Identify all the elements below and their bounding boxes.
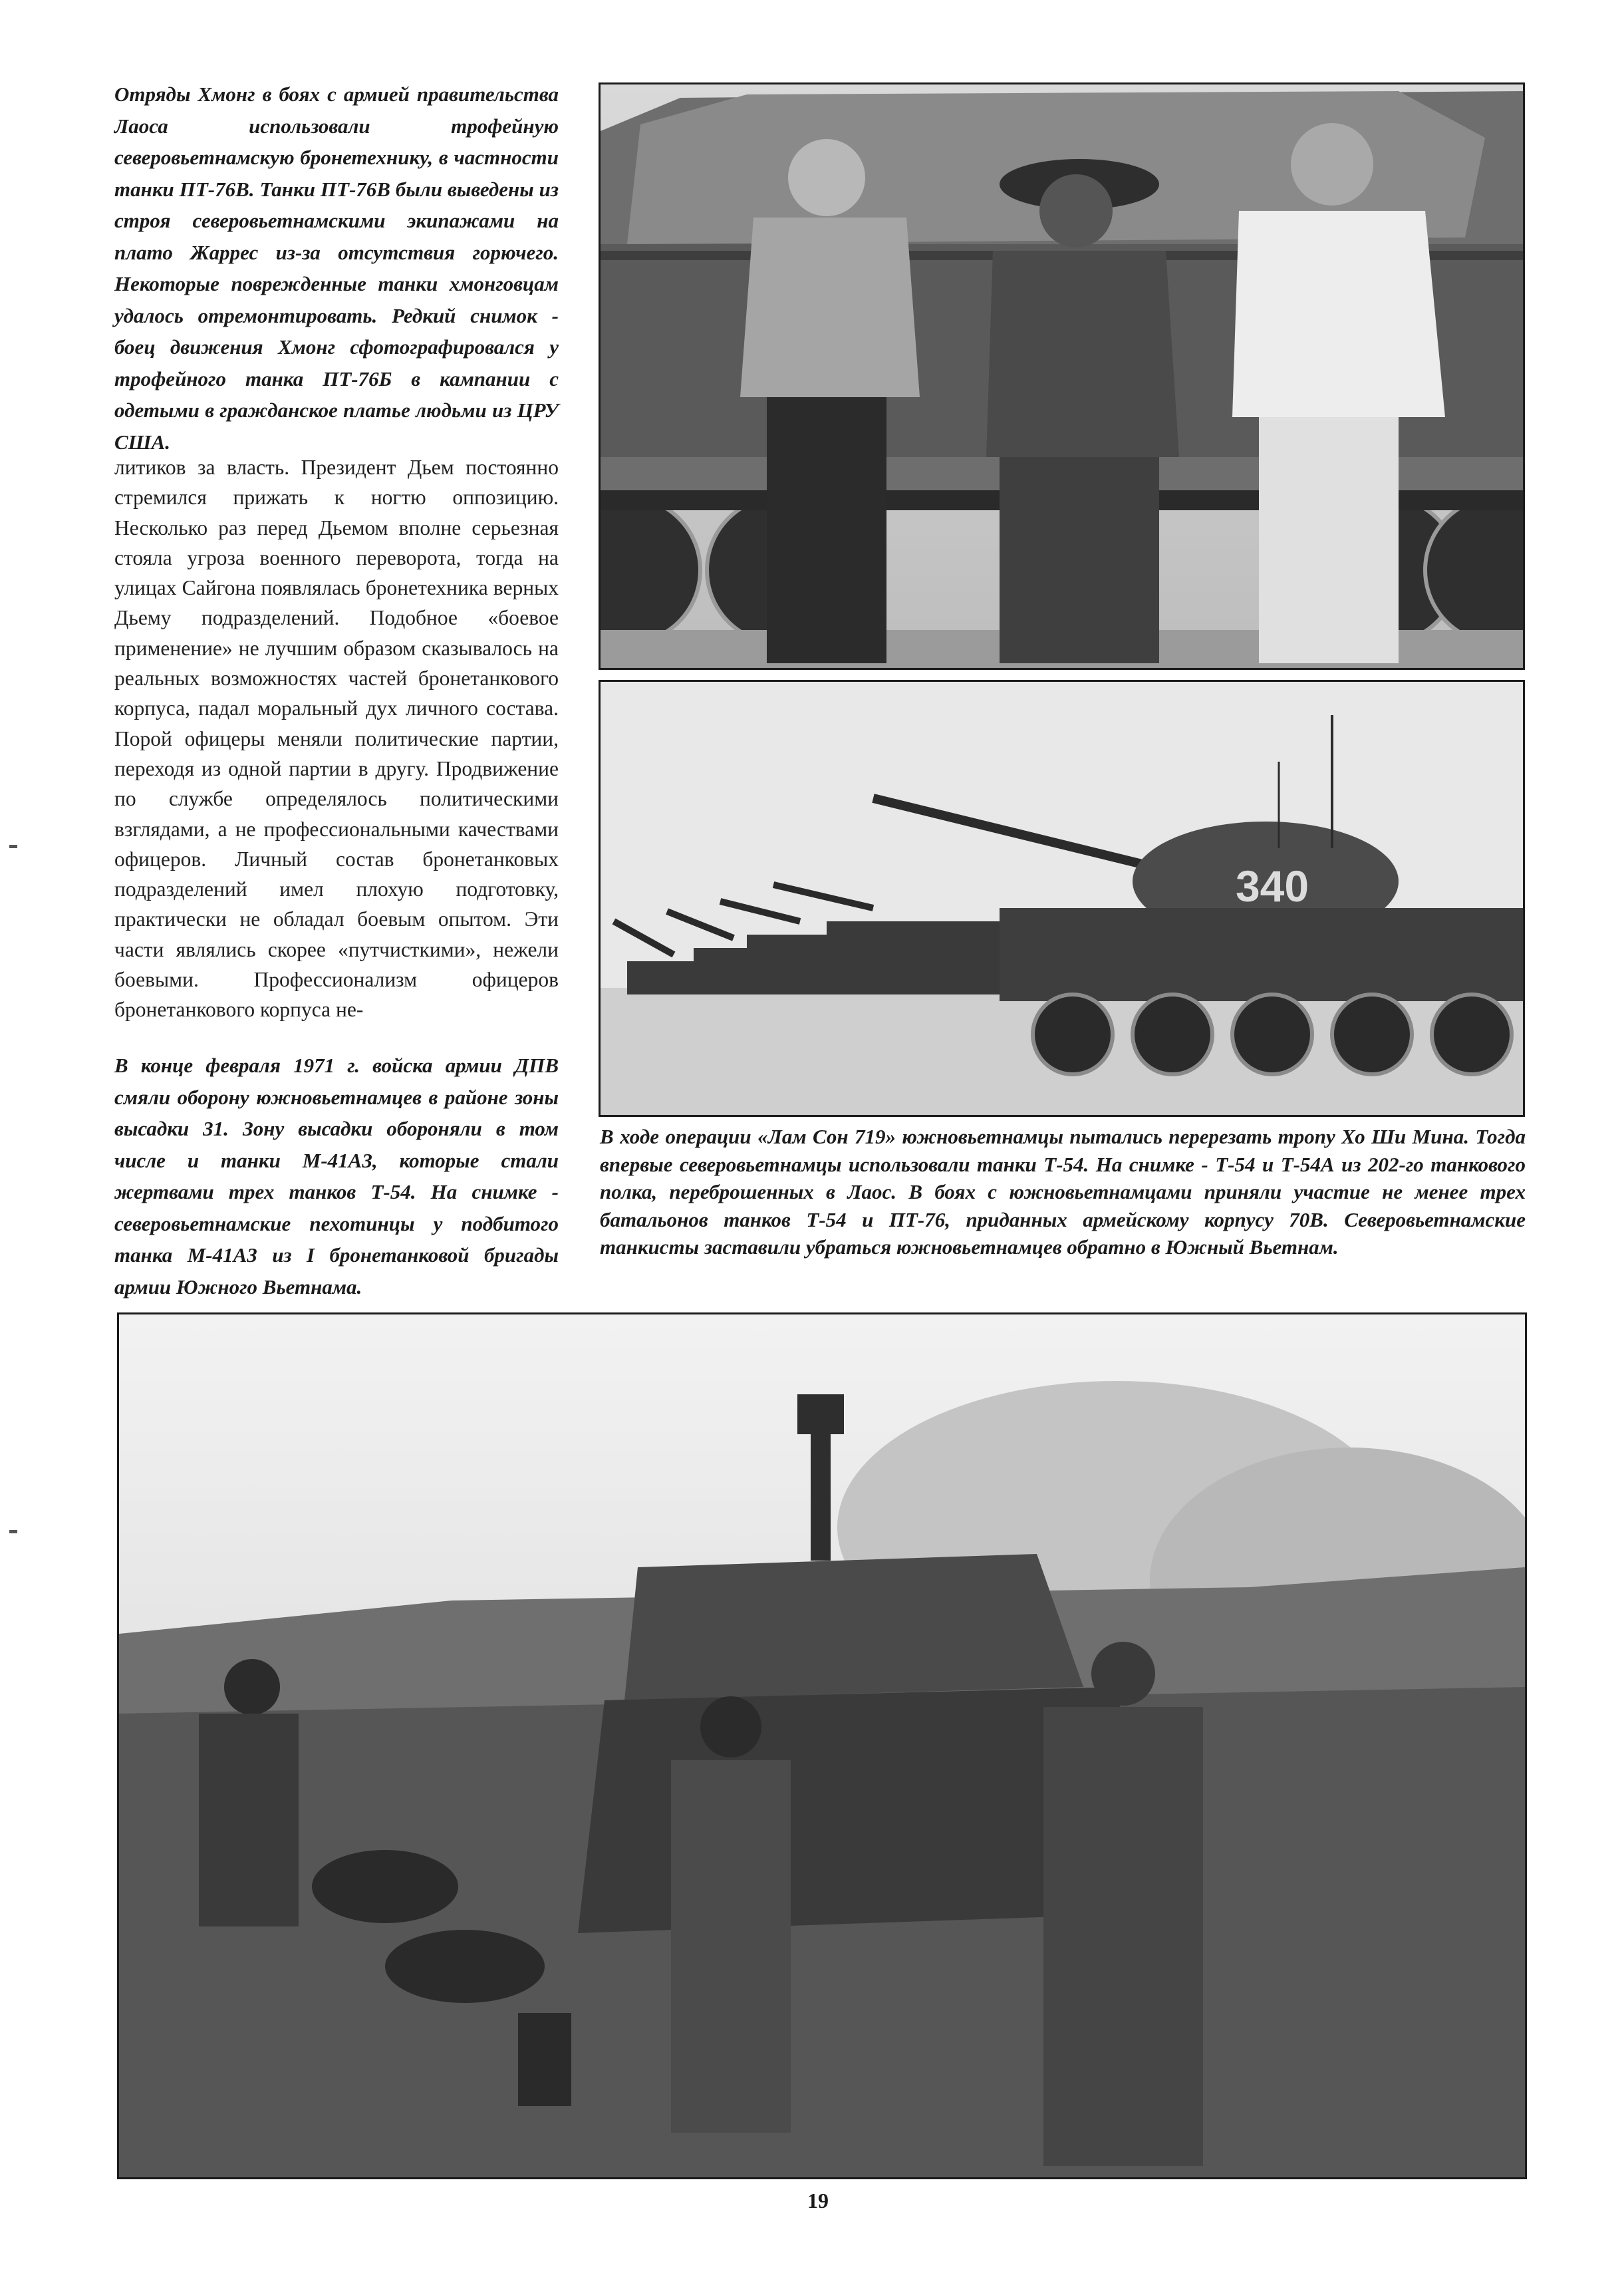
photo-t54-column [599, 680, 1525, 1117]
page-number: 19 [807, 2189, 829, 2213]
scan-edge-mark [9, 1530, 17, 1533]
body-paragraph: литиков за власть. Президент Дьем постоянно стремился прижать к ногтю оппозицию. Несколько раз перед Дьемом вполне серьезная стояла угроза военного переворота, тогда на улицах Сайгона появлялась бронетехника верных Дьему подразделений. Подобное «боевое применение» не лучшим образом сказывалось на реальных возможностях частей бронетанкового корпуса, падал моральный дух личного состава. Порой офицеры меняли политические партии, переходя из одной партии в другу. Продвижение по службе определялось политическими взглядами, а не профессиональными качествами офицеров. Личный состав бронетанковых подразделений имел плохую подготовку, практически не обладал боевым опытом. Эти части являлись скорее «путчисткими», нежели боевыми. Профессионализм офицеров бронетанкового корпуса не- [114, 456, 559, 1022]
caption-hmong-photo: Отряды Хмонг в боях с армией правительства Лаоса использовали трофейную северовьетнамскую бронетехнику, в частности танки ПТ-76В. Танки ПТ-76В были выведены из строя северовьетнамскими экипажами на плато Жаррес из-за отсутствия горючего. Некоторые поврежденные танки хмонговцам удалось отремонтировать. Редкий снимок - боец движения Хмонг сфотографировался у трофейного танка ПТ-76Б в кампании с одетыми в гражданское платье людьми из ЦРУ США. [114, 82, 559, 454]
photo-destroyed-m41a3 [117, 1312, 1527, 2179]
caption-m41a3-photo: В конце февраля 1971 г. войска армии ДПВ смяли оборону южновьетнамцев в районе зоны высадки 31. Зону высадки обороняли в том числе и танки М-41А3, которые стали жертвами трех танков Т-54. На снимке - северовьетнамские пехотинцы у подбитого танка М-41А3 из I бронетанковой бригады армии Южного Вьетнама. [114, 1054, 559, 1299]
scan-edge-mark [9, 845, 17, 848]
photo-hmong-cia-pt76 [599, 82, 1525, 670]
t54-hull-number: 340 [1235, 861, 1309, 911]
caption-t54-photo: В ходе операции «Лам Сон 719» южновьетнамцы пытались перерезать тропу Хо Ши Мина. Тогда впервые северовьетнамцы использовали танки Т-54. На снимке - Т-54 и Т-54А из 202-го танкового полка, переброшенных в Лаос. В боях с южновьетнамцами приняли участие не менее трех батальонов танков Т-54 и ПТ-76, приданных армейскому корпусу 70В. Северовьетнамские танкисты заставили убраться южновьетнамцев обратно в Южный Вьетнам. [600, 1125, 1526, 1259]
